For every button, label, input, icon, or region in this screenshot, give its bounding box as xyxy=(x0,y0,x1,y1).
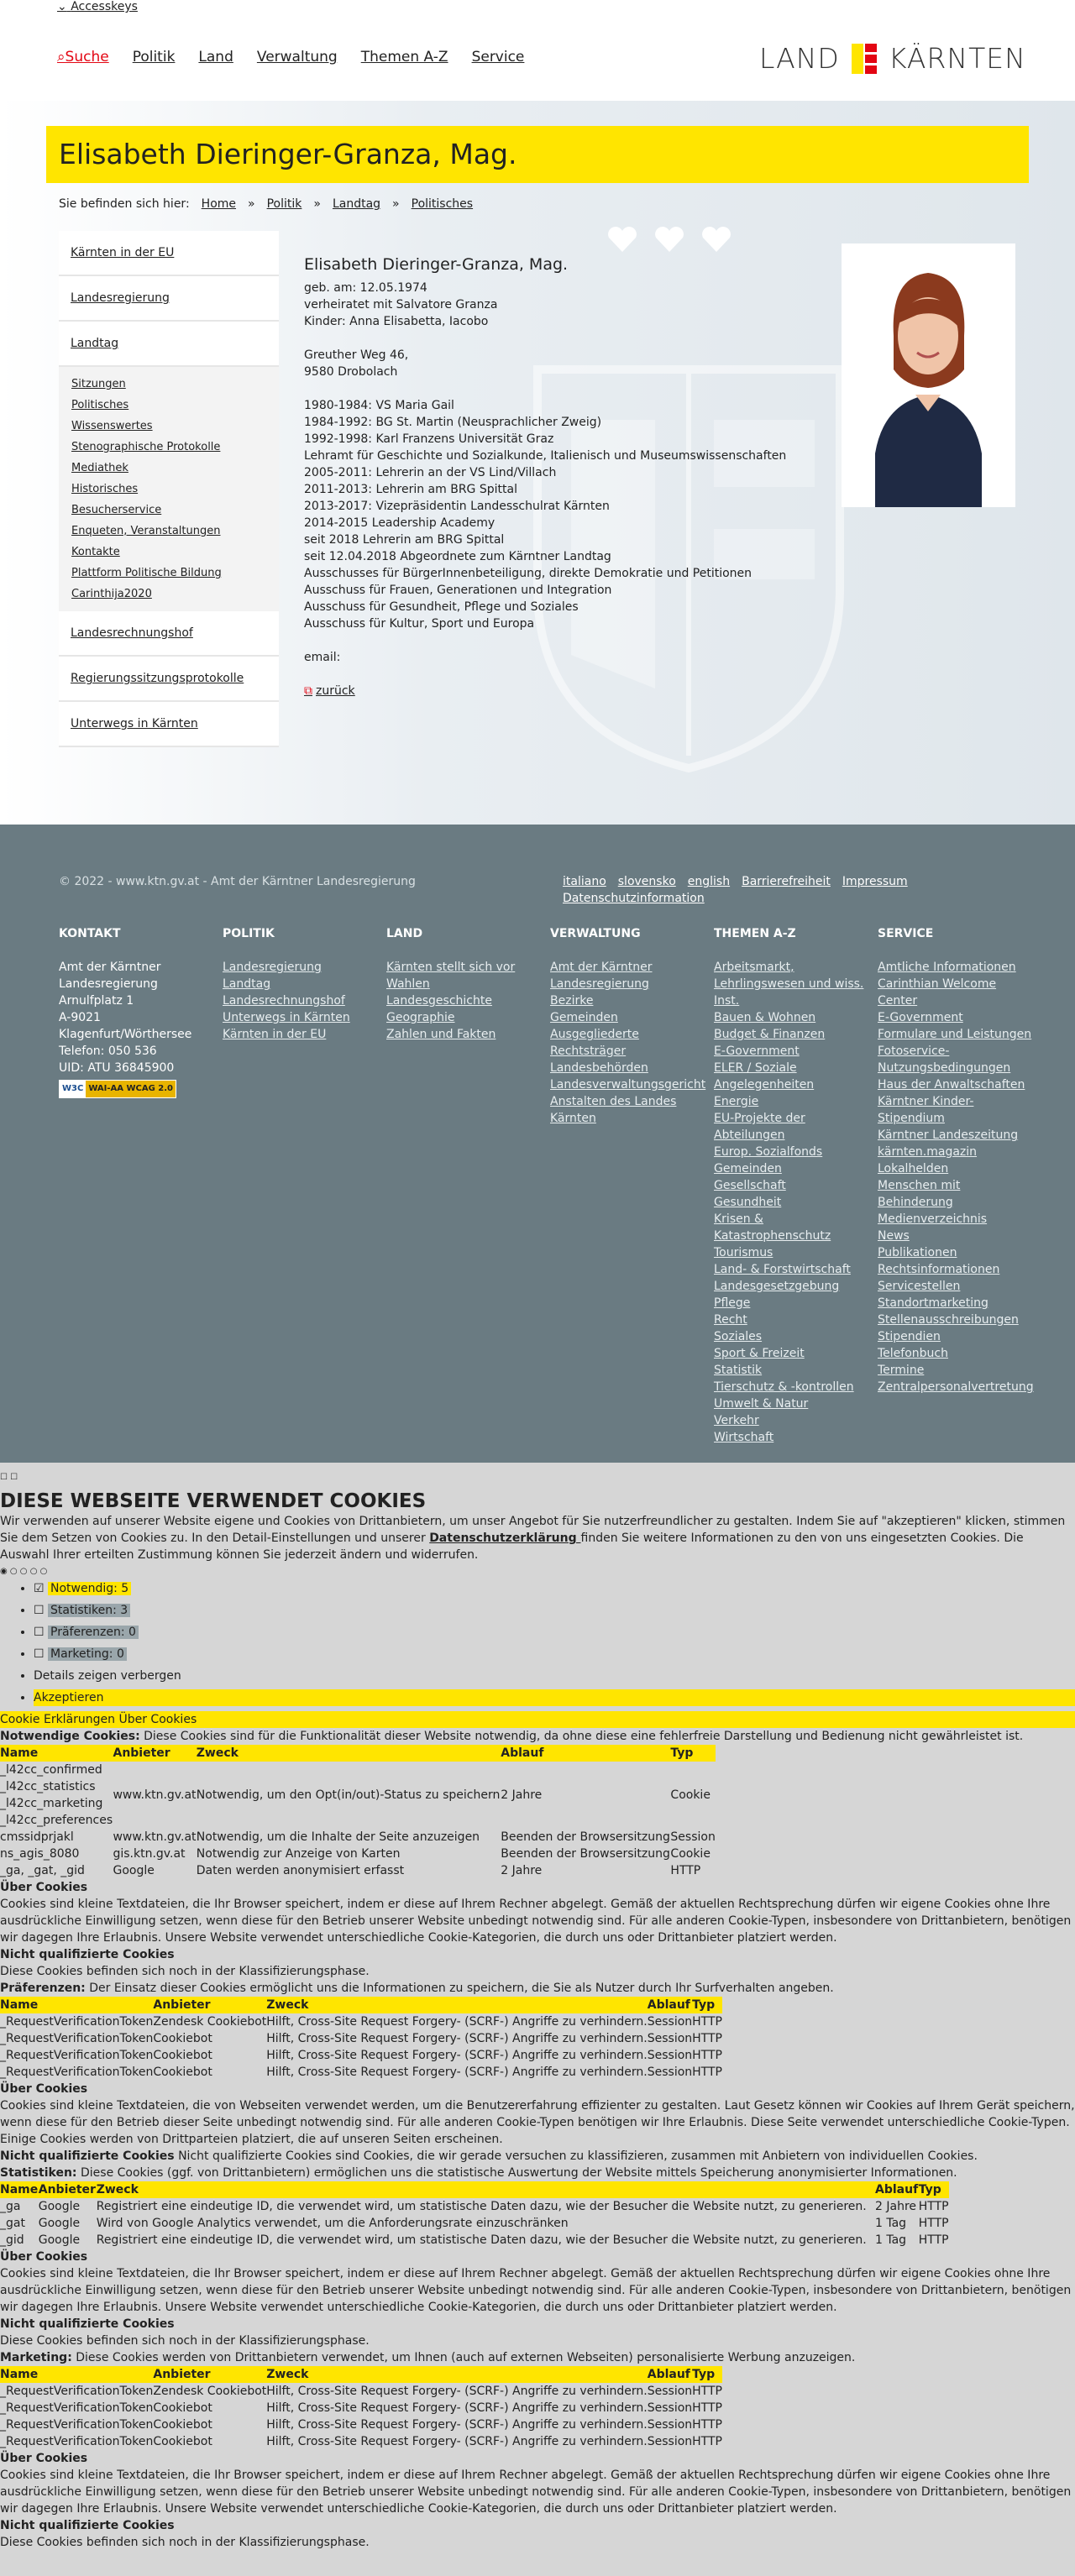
cv-line: 1984-1992: BG St. Martin (Neusprachlicher Zweig) xyxy=(304,416,602,429)
footer-link[interactable]: Gesundheit xyxy=(714,1196,782,1209)
checkbox-icon: ☐ xyxy=(34,1626,45,1639)
checkbox-icon: ☑ xyxy=(34,1582,45,1595)
footer-link[interactable]: Landesgesetzgebung xyxy=(714,1280,840,1293)
about-heading: Über Cookies xyxy=(0,2452,88,2465)
sidebar-sub-item[interactable]: Stenographische Protokolle xyxy=(71,441,221,453)
profile-name: Elisabeth Dieringer-Granza, Mag. xyxy=(304,255,569,274)
footer-col-land: LAND Kärnten stellt sich vor Wahlen Landesgeschichte Geographie Zahlen und Fakten xyxy=(386,925,546,1043)
footer-link[interactable]: Umwelt & Natur xyxy=(714,1397,809,1411)
nav-search[interactable]: ⌕Suche xyxy=(57,49,109,65)
info-line: geb. am: 12.05.1974 xyxy=(304,281,427,295)
footer-link[interactable]: Wahlen xyxy=(386,977,430,991)
table-row: _RequestVerificationToken Cookiebot Hilft, Cross-Site Request Forgery- (SCRF-) Angriffe zu verhindern. Session HTTP xyxy=(0,2435,722,2448)
footer-link[interactable]: Rechtsinformationen xyxy=(878,1263,1000,1276)
footer-link[interactable]: Landtag xyxy=(223,977,271,991)
about-text: Cookies sind kleine Textdateien, die Ihr Browser speichert, indem er diese auf Ihrem Rechner abgelegt. Gemäß der aktuellen Rechtsprechung dürfen wir eigene Cookies ohne Ihre ausdrückliche Einwilligung setzen, wenn diese für den Betrieb unserer Website unbedingt notwendig sind. Für alle anderen Cookie-Typen, insbesondere von Drittanbietern, benötigen wir dagegen Ihre Erlaubnis. Unsere Website verwendet unterschiedliche Cookie-Kategorien, die durch uns oder Drittanbieter platziert werden. xyxy=(0,2267,1072,2314)
sidebar xyxy=(59,231,279,747)
table-row: _ga, _gat, _gid Google Daten werden anonymisiert erfasst 2 Jahre HTTP xyxy=(0,1864,701,1877)
footer-link[interactable]: Publikationen xyxy=(878,1246,957,1259)
footer-link[interactable]: Standortmarketing xyxy=(878,1296,988,1310)
cv-line: seit 2018 Lehrerin am BRG Spittal xyxy=(304,533,505,547)
footer-link[interactable]: Krisen & Katastrophenschutz xyxy=(714,1212,831,1243)
footer-link[interactable]: EU-Projekte der Abteilungen xyxy=(714,1112,805,1142)
footer-link[interactable]: Formulare und Leistungen xyxy=(878,1028,1032,1041)
statistics-table: Name Anbieter Zweck Ablauf Typ _ga Google Registriert eine eindeutige ID, die verwendet wird, um statistische Daten dazu, wie der Besucher die Website nutzt, zu generieren. 2 Jahre HTTP _gat Google Wird von Google Analytics verwendet, um die Anforderungsrate einzuschränken 1 Tag HTTP _gid Google Registriert eine eindeutige ID, die verwendet wird, um statistische Daten dazu, wie der Besucher die Website nutzt, zu generieren. 1 Tag HTTP xyxy=(0,2183,949,2247)
sidebar-sub-item[interactable]: Wissenswertes xyxy=(71,420,153,432)
table-row: _l42cc_preferences xyxy=(0,1814,113,1827)
footer-link[interactable]: Lokalhelden xyxy=(878,1162,949,1175)
footer-link[interactable]: Datenschutzinformation xyxy=(563,892,705,905)
footer-links xyxy=(563,875,932,905)
footer-link[interactable]: Landesrechnungshof xyxy=(223,994,345,1008)
cv-line: seit 12.04.2018 Abgeordnete zum Kärntner Landtag xyxy=(304,550,611,563)
footer-link[interactable]: Servicestellen xyxy=(878,1280,961,1293)
cv-line: Ausschuss für Gesundheit, Pflege und Soziales xyxy=(304,600,579,614)
about-text: Cookies sind kleine Textdateien, die Ihr Browser speichert, indem er diese auf Ihrem Rechner abgelegt. Gemäß der aktuellen Rechtsprechung dürfen wir eigene Cookies ohne Ihre ausdrückliche Einwilligung setzen, wenn diese für den Betrieb unserer Website unbedingt notwendig sind. Für alle anderen Cookie-Typen, insbesondere von Drittanbietern, benötigen wir dagegen Ihre Erlaubnis. Unsere Website verwendet unterschiedliche Cookie-Kategorien, die durch uns oder Drittanbieter platziert werden. xyxy=(0,2469,1072,2516)
table-row: _gid Google Registriert eine eindeutige ID, die verwendet wird, um statistische Daten dazu, wie der Besucher die Website nutzt, zu generieren. 1 Tag HTTP xyxy=(0,2233,949,2247)
table-row: _RequestVerificationToken Zendesk Cookiebot Hilft, Cross-Site Request Forgery- (SCRF-) Angriffe zu verhindern. Session HTTP xyxy=(0,2015,722,2029)
accept-button[interactable]: • Akzeptieren xyxy=(34,1689,1075,1706)
cookie-intro: Wir verwenden auf unserer Website eigene und Cookies von Drittanbietern, um unser Angebot für Sie nutzerfreundlicher zu gestalten. Indem Sie auf "akzeptieren" klicken, stimmen Sie dem Setzen von Cookies zu. In den Detail-Einstellungen und unserer Datenschutzerklärung finden Sie weitere Informationen zu den von uns eingesetzten Cookies. Die Auswahl Ihrer erteilten Zustimmung können Sie jederzeit ändern und widerrufen. xyxy=(0,1515,1066,1562)
footer-link[interactable]: News xyxy=(878,1229,910,1243)
footer-link[interactable]: Anstalten des Landes Kärnten xyxy=(550,1095,677,1125)
crumb-politisches[interactable]: Politisches xyxy=(411,197,474,211)
footer-link[interactable]: Tierschutz & -kontrollen xyxy=(714,1380,854,1394)
footer-link[interactable]: E-Government xyxy=(714,1045,800,1058)
heart-icon xyxy=(653,227,685,252)
crumb-politik[interactable]: Politik xyxy=(266,197,302,211)
site-logo[interactable]: LAND KÄRNTEN xyxy=(759,42,1026,75)
flag-icon xyxy=(852,44,877,74)
footer-link[interactable]: Kärntner Kinder-Stipendium xyxy=(878,1095,974,1125)
footer-link[interactable]: Carinthian Welcome Center xyxy=(878,977,997,1008)
footer-link[interactable]: Menschen mit Behinderung xyxy=(878,1179,961,1209)
table-row: _RequestVerificationToken Cookiebot Hilft, Cross-Site Request Forgery- (SCRF-) Angriffe zu verhindern. Session HTTP xyxy=(0,2418,722,2432)
footer-col-service: SERVICE Amtliche Informationen Carinthian Welcome Center E-Government Formulare und Leistungen Fotoservice-Nutzungsbedingungen Haus der Anwaltschaften Kärntner Kinder-Stipendium Kärntner Landeszeitung kärnten.magazin Lokalhelden Menschen mit Behinderung Medienverzeichnis News Publikationen Rechtsinformationen Servicestellen Standortmarketing Stellenausschreibungen Stipendien Telefonbuch Termine Zentralpersonalvertretung xyxy=(878,925,1037,1395)
footer-link[interactable]: Kärnten in der EU xyxy=(223,1028,327,1041)
footer-link[interactable]: Arbeitsmarkt, Lehrlingswesen und wiss. Inst. xyxy=(714,961,864,1008)
address-line: 9580 Drobolach xyxy=(304,365,398,379)
cv-line: 2005-2011: Lehrerin an der VS Lind/Villach xyxy=(304,466,557,479)
table-row: ns_agis_8080 gis.ktn.gv.at Notwendig zur Anzeige von Karten Beenden der Browsersitzung Cookie xyxy=(0,1847,711,1861)
chevron-right-icon: » xyxy=(313,197,321,211)
footer-link[interactable]: Bauen & Wohnen xyxy=(714,1011,816,1024)
nq-text: Diese Cookies befinden sich noch in der Klassifizierungsphase. xyxy=(0,1965,370,1978)
page-title: Elisabeth Dieringer-Granza, Mag. xyxy=(46,126,1029,183)
cookie-banner xyxy=(0,1463,1075,2576)
table-row: _l42cc_statistics xyxy=(0,1780,96,1793)
breadcrumb: Sie befinden sich hier: Home » Politik » Landtag » Politisches xyxy=(59,197,474,211)
footer-link[interactable]: Termine xyxy=(878,1364,925,1377)
marketing-table: Name Anbieter Zweck Ablauf Typ _RequestVerificationToken Zendesk Cookiebot Hilft, Cross-Site Request Forgery- (SCRF-) Angriffe zu verhindern. Session HTTP _RequestVerificationToken Cookiebot Hilft, Cross-Site Request Forgery- (SCRF-) Angriffe zu verhindern. Session HTTP _RequestVerificationToken Cookiebot Hilft, Cross-Site Request Forgery- (SCRF-) Angriffe zu verhindern. Session HTTP _RequestVerificationToken Cookiebot Hilft, Cross-Site Request Forgery- (SCRF-) Angriffe zu verhindern. Session HTTP xyxy=(0,2368,722,2448)
nav-themen[interactable]: Themen A-Z xyxy=(360,49,448,65)
footer-link[interactable]: Landesverwaltungsgericht xyxy=(550,1078,706,1092)
email-label: email: xyxy=(304,651,341,664)
details-toggle[interactable]: • Details zeigen verbergen xyxy=(34,1668,1075,1684)
footer-link[interactable]: Wirtschaft xyxy=(714,1431,774,1444)
footer-link[interactable]: kärnten.magazin xyxy=(878,1145,978,1159)
footer-link[interactable]: Kärnten stellt sich vor xyxy=(386,961,516,974)
footer-link[interactable]: Europ. Sozialfonds xyxy=(714,1145,823,1159)
footer-link[interactable]: Verkehr xyxy=(714,1414,759,1427)
accesskeys-link[interactable]: ⌄ Accesskeys xyxy=(57,0,138,13)
stat-desc: Statistiken: Diese Cookies (ggf. von Drittanbietern) ermöglichen uns die statistische Auswertung der Website mittels Speicherung anonymisierter Informationen. xyxy=(0,2166,957,2180)
footer-link[interactable]: Gemeinden xyxy=(550,1011,618,1024)
profile-text xyxy=(304,256,842,699)
portrait-illustration xyxy=(842,243,1015,507)
portrait-photo xyxy=(842,243,1015,507)
sidebar-item-protokolle[interactable]: Regierungssitzungsprotokolle xyxy=(59,657,279,702)
hearts-decoration xyxy=(606,227,732,252)
sidebar-sub-item[interactable]: Enqueten, Veranstaltungen xyxy=(71,525,221,537)
footer-link[interactable]: english xyxy=(687,875,731,888)
nav-land[interactable]: Land xyxy=(198,49,233,65)
footer-link[interactable]: E-Government xyxy=(878,1011,963,1024)
footer-link[interactable]: Kärntner Landeszeitung xyxy=(878,1128,1019,1142)
footer-col-politik: POLITIK Landesregierung Landtag Landesrechnungshof Unterwegs in Kärnten Kärnten in der EU xyxy=(223,925,382,1043)
chevron-right-icon: » xyxy=(248,197,255,211)
footer-link[interactable]: Energie xyxy=(714,1095,759,1108)
heart-icon xyxy=(700,227,732,252)
option-marketing[interactable]: • ☐ Marketing: 0 xyxy=(34,1646,1075,1662)
footer-link[interactable]: Zentralpersonalvertretung xyxy=(878,1380,1034,1394)
chevron-right-icon: » xyxy=(392,197,400,211)
footer-link[interactable]: Landesbehörden xyxy=(550,1061,648,1075)
table-row: _RequestVerificationToken Cookiebot Hilft, Cross-Site Request Forgery- (SCRF-) Angriffe zu verhindern. Session HTTP xyxy=(0,2401,722,2415)
table-row: _RequestVerificationToken Cookiebot Hilft, Cross-Site Request Forgery- (SCRF-) Angriffe zu verhindern. Session HTTP xyxy=(0,2066,722,2079)
sidebar-sub-item[interactable]: Besucherservice xyxy=(71,504,162,516)
wcag-badge[interactable]: W3C WAI-AA WCAG 2.0 xyxy=(59,1080,176,1098)
site-header xyxy=(0,0,1075,101)
about-text: Cookies sind kleine Textdateien, die Ihr Browser speichert, indem er diese auf Ihrem Rechner abgelegt. Gemäß der aktuellen Rechtsprechung dürfen wir eigene Cookies ohne Ihre ausdrückliche Einwilligung setzen, wenn diese für den Betrieb unserer Website unbedingt notwendig sind. Für alle anderen Cookie-Typen, insbesondere von Drittanbietern, benötigen wir dagegen Ihre Erlaubnis. Unsere Website verwendet unterschiedliche Cookie-Kategorien, die durch uns oder Drittanbieter platziert werden. xyxy=(0,1898,1072,1945)
main-nav xyxy=(57,49,524,65)
nq-heading: Nicht qualifizierte Cookies xyxy=(0,2317,175,2331)
cv-line: Ausschuss für Kultur, Sport und Europa xyxy=(304,617,535,631)
copyright: © 2022 - www.ktn.gv.at - Amt der Kärntner Landesregierung xyxy=(59,875,416,888)
option-necessary[interactable]: • ☑ Notwendig: 5 xyxy=(34,1580,1075,1597)
cv-line: Ausschusses für BürgerInnenbeteiligung, direkte Demokratie und Petitionen xyxy=(304,567,752,580)
footer-link[interactable]: Haus der Anwaltschaften xyxy=(878,1078,1025,1092)
preferences-table: Name Anbieter Zweck Ablauf Typ _RequestVerificationToken Zendesk Cookiebot Hilft, Cross-Site Request Forgery- (SCRF-) Angriffe zu verhindern. Session HTTP _RequestVerificationToken Cookiebot Hilft, Cross-Site Request Forgery- (SCRF-) Angriffe zu verhindern. Session HTTP _RequestVerificationToken Cookiebot Hilft, Cross-Site Request Forgery- (SCRF-) Angriffe zu verhindern. Session HTTP _RequestVerificationToken Cookiebot Hilft, Cross-Site Request Forgery- (SCRF-) Angriffe zu verhindern. Session HTTP xyxy=(0,1998,722,2079)
table-row: _ga Google Registriert eine eindeutige ID, die verwendet wird, um statistische Daten dazu, wie der Besucher die Website nutzt, zu generieren. 2 Jahre HTTP xyxy=(0,2200,949,2213)
footer-link[interactable]: Geographie xyxy=(386,1011,455,1024)
back-link[interactable]: ⧉ zurück xyxy=(304,684,355,698)
about-heading: Über Cookies xyxy=(0,1881,88,1894)
footer-link[interactable]: Telefonbuch xyxy=(878,1347,948,1360)
table-row: _RequestVerificationToken Zendesk Cookiebot Hilft, Cross-Site Request Forgery- (SCRF-) Angriffe zu verhindern. Session HTTP xyxy=(0,2385,722,2398)
sidebar-item-unterwegs[interactable]: Unterwegs in Kärnten xyxy=(59,702,279,747)
footer-link[interactable]: Gemeinden xyxy=(714,1162,782,1175)
option-statistics[interactable]: • ☐ Statistiken: 3 xyxy=(34,1602,1075,1619)
footer-link[interactable]: Land- & Forstwirtschaft xyxy=(714,1263,851,1276)
footer-link[interactable]: Tourismus xyxy=(714,1246,773,1259)
option-preferences[interactable]: • ☐ Präferenzen: 0 xyxy=(34,1624,1075,1641)
footer-link[interactable]: Impressum xyxy=(842,875,908,888)
necessary-table: Name Anbieter Zweck Ablauf Typ _l42cc_confirmed www.ktn.gv.at Notwendig, um den Opt(in/out)-Status zu speichern 2 Jahre Cookie _l42cc_statistics _l42cc_marketing _l42cc_preferences cmssidprjakl www.ktn.gv.at Notwendig, um die Inhalte der Seite anzuzeigen Beenden der Browsersitzung Session ns_agis_8080 gis.ktn.gv.at Notwendig zur Anzeige von Karten Beenden der Browsersitzung Cookie _ga, _gat, _gid Google Daten werden anonymisiert erfasst 2 Jahre HTTP xyxy=(0,1746,716,1877)
footer-link[interactable]: Pflege xyxy=(714,1296,751,1310)
footer-link[interactable]: slovensko xyxy=(617,875,676,888)
address-line: Greuther Weg 46, xyxy=(304,348,409,362)
footer-link[interactable]: ELER / Soziale Angelegenheiten xyxy=(714,1061,815,1092)
sidebar-sub-item[interactable]: Kontakte xyxy=(71,546,120,558)
nav-verwaltung[interactable]: Verwaltung xyxy=(256,49,338,65)
footer-link[interactable]: Amt der Kärntner Landesregierung xyxy=(550,961,653,991)
about-text: Cookies sind kleine Textdateien, die von Webseiten verwendet werden, um die Benutzererfahrung effizienter zu gestalten. Laut Gesetz können wir Cookies auf Ihrem Gerät speichern, wenn diese für den Betrieb dieser Seite unbedingt notwendig sind. Für alle anderen Cookie-Typen benötigen wir Ihre Erlaubnis. Diese Seite verwendet unterschiedliche Cookie-Typen. Einige Cookies werden von Drittparteien platziert, die auf unseren Seiten erscheinen. xyxy=(0,2099,1075,2146)
chevron-down-icon: ⌄ xyxy=(57,0,67,13)
checkbox-icons: ☐ ☐ xyxy=(0,1473,18,1482)
crumb-home[interactable]: Home xyxy=(201,197,237,211)
sidebar-sub-item[interactable]: Carinthija2020 xyxy=(71,588,152,600)
footer-link[interactable]: Barrierefreiheit xyxy=(742,875,831,888)
footer-link[interactable]: Landesregierung xyxy=(223,961,322,974)
nq-heading: Nicht qualifizierte Cookies xyxy=(0,2519,175,2532)
footer-link[interactable]: Budget & Finanzen xyxy=(714,1028,826,1041)
table-row: _RequestVerificationToken Cookiebot Hilft, Cross-Site Request Forgery- (SCRF-) Angriffe zu verhindern. Session HTTP xyxy=(0,2032,722,2045)
footer-col-kontakt: KONTAKT Amt der Kärntner Landesregierung Arnulfplatz 1 A-9021 Klagenfurt/Wörthersee Telefon: 050 536 UID: ATU 36845900 W3C WAI-AA WCAG 2.0 xyxy=(59,925,218,1098)
footer-link[interactable]: Ausgegliederte Rechtsträger xyxy=(550,1028,639,1058)
footer-link[interactable]: Zahlen und Fakten xyxy=(386,1028,496,1041)
checkbox-icon: ☐ xyxy=(34,1604,45,1617)
table-row: _RequestVerificationToken Cookiebot Hilft, Cross-Site Request Forgery- (SCRF-) Angriffe zu verhindern. Session HTTP xyxy=(0,2049,722,2062)
pref-desc: Präferenzen: Der Einsatz dieser Cookies ermöglicht uns die Informationen zu speichern, die Sie als Nutzer durch Ihr Surfverhalten angeben. xyxy=(0,1982,834,1995)
cv-line: 1980-1984: VS Maria Gail xyxy=(304,399,454,412)
footer-link[interactable]: Stipendien xyxy=(878,1330,941,1343)
footer-link[interactable]: Recht xyxy=(714,1313,747,1327)
nq-text: Nicht qualifizierte Cookies Nicht qualifizierte Cookies sind Cookies, die wir gerade versuchen zu klassifizieren, zusammen mit Anbietern von individuellen Cookies. xyxy=(0,2149,978,2163)
cv-line: Ausschuss für Frauen, Generationen und Integration xyxy=(304,584,612,597)
mkt-desc: Marketing: Diese Cookies werden von Drittanbietern verwendet, um Ihnen (auch auf externen Webseiten) personalisierte Werbung anzuzeigen. xyxy=(0,2351,856,2364)
sidebar-sub-item[interactable]: Historisches xyxy=(71,483,139,495)
sidebar-item-rechnungshof[interactable]: Landesrechnungshof xyxy=(59,611,279,657)
footer-col-themen: THEMEN A-Z Arbeitsmarkt, Lehrlingswesen und wiss. Inst. Bauen & Wohnen Budget & Finanzen E-Government ELER / Soziale Angelegenheiten Energie EU-Projekte der Abteilungen Europ. Sozialfonds Gemeinden Gesellschaft Gesundheit Krisen & Katastrophenschutz Tourismus Land- & Forstwirtschaft Landesgesetzgebung Pflege Recht Soziales Sport & Freizeit Statistik Tierschutz & -kontrollen Umwelt & Natur Verkehr Wirtschaft xyxy=(714,925,873,1446)
cv-line: 2013-2017: Vizepräsidentin Landesschulrat Kärnten xyxy=(304,500,610,513)
footer-link[interactable]: Gesellschaft xyxy=(714,1179,786,1192)
declaration-tabs[interactable]: Cookie Erklärungen Über Cookies xyxy=(0,1711,1075,1728)
footer-link[interactable]: Soziales xyxy=(714,1330,763,1343)
sidebar-subnav xyxy=(59,367,279,611)
sidebar-item-eu[interactable]: Kärnten in der EU xyxy=(59,231,279,276)
info-line: Kinder: Anna Elisabetta, Iacobo xyxy=(304,315,489,328)
footer-link[interactable]: Fotoservice-Nutzungsbedingungen xyxy=(878,1045,1011,1075)
privacy-link[interactable]: Datenschutzerklärung xyxy=(429,1531,581,1545)
sidebar-sub-item[interactable]: Sitzungen xyxy=(71,378,126,390)
cv-line: 2011-2013: Lehrerin am BRG Spittal xyxy=(304,483,517,496)
about-heading: Über Cookies xyxy=(0,2082,88,2096)
footer-link[interactable]: italiano xyxy=(563,875,606,888)
cv-line: 1992-1998: Karl Franzens Universität Graz xyxy=(304,432,554,446)
external-link-icon: ⧉ xyxy=(304,684,312,698)
sidebar-item-landesregierung[interactable]: Landesregierung xyxy=(59,276,279,322)
search-icon: ⌕ xyxy=(57,49,66,65)
content-area xyxy=(0,101,1075,825)
cookie-title: DIESE WEBSEITE VERWENDET COOKIES xyxy=(0,1490,427,1512)
table-row: _l42cc_confirmed www.ktn.gv.at Notwendig, um den Opt(in/out)-Status zu speichern 2 Jahre Cookie xyxy=(0,1763,711,1802)
cv-line: 2014-2015 Leadership Academy xyxy=(304,516,496,530)
footer-link[interactable]: Unterwegs in Kärnten xyxy=(223,1011,350,1024)
footer-link[interactable]: Medienverzeichnis xyxy=(878,1212,988,1226)
site-footer xyxy=(0,825,1075,1463)
sidebar-sub-item[interactable]: Plattform Politische Bildung xyxy=(71,567,222,579)
footer-link[interactable]: Amtliche Informationen xyxy=(878,961,1016,974)
footer-link[interactable]: Bezirke xyxy=(550,994,594,1008)
heart-icon xyxy=(606,227,638,252)
footer-link[interactable]: Sport & Freizeit xyxy=(714,1347,805,1360)
checkbox-icon: ☐ xyxy=(34,1647,45,1661)
nav-politik[interactable]: Politik xyxy=(132,49,176,65)
necessary-desc: Notwendige Cookies: Diese Cookies sind für die Funktionalität dieser Website notwendig, da ohne diese eine fehlerfreie Darstellung und Bedienung nicht gewährleistet ist. xyxy=(0,1730,1024,1743)
footer-col-verwaltung: VERWALTUNG Amt der Kärntner Landesregierung Bezirke Gemeinden Ausgegliederte Rechtsträger Landesbehörden Landesverwaltungsgericht Anstalten des Landes Kärnten xyxy=(550,925,710,1127)
nq-heading: Nicht qualifizierte Cookies xyxy=(0,1948,175,1961)
sidebar-sub-item[interactable]: Politisches xyxy=(71,399,129,411)
nav-service[interactable]: Service xyxy=(471,49,525,65)
footer-link[interactable]: Landesgeschichte xyxy=(386,994,492,1008)
sidebar-sub-item[interactable]: Mediathek xyxy=(71,462,128,474)
cookie-options xyxy=(34,1580,1075,1706)
nq-text: Diese Cookies befinden sich noch in der Klassifizierungsphase. xyxy=(0,2536,370,2549)
info-line: verheiratet mit Salvatore Granza xyxy=(304,298,498,312)
crumb-landtag[interactable]: Landtag xyxy=(332,197,381,211)
sidebar-item-landtag[interactable]: Landtag xyxy=(59,322,279,367)
table-row: _gat Google Wird von Google Analytics verwendet, um die Anforderungsrate einzuschränken 1 Tag HTTP xyxy=(0,2217,949,2230)
table-row: _l42cc_marketing xyxy=(0,1797,103,1810)
footer-link[interactable]: Statistik xyxy=(714,1364,763,1377)
cv-line: Lehramt für Geschichte und Sozialkunde, Italienisch und Museumswissenschaften xyxy=(304,449,787,463)
footer-link[interactable]: Stellenausschreibungen xyxy=(878,1313,1019,1327)
nq-text: Diese Cookies befinden sich noch in der Klassifizierungsphase. xyxy=(0,2334,370,2348)
table-row: cmssidprjakl www.ktn.gv.at Notwendig, um die Inhalte der Seite anzuzeigen Beenden der Browsersitzung Session xyxy=(0,1830,716,1844)
radio-icons: ◉ ○ ○ ○ ○ xyxy=(0,1567,48,1576)
about-heading: Über Cookies xyxy=(0,2250,88,2264)
